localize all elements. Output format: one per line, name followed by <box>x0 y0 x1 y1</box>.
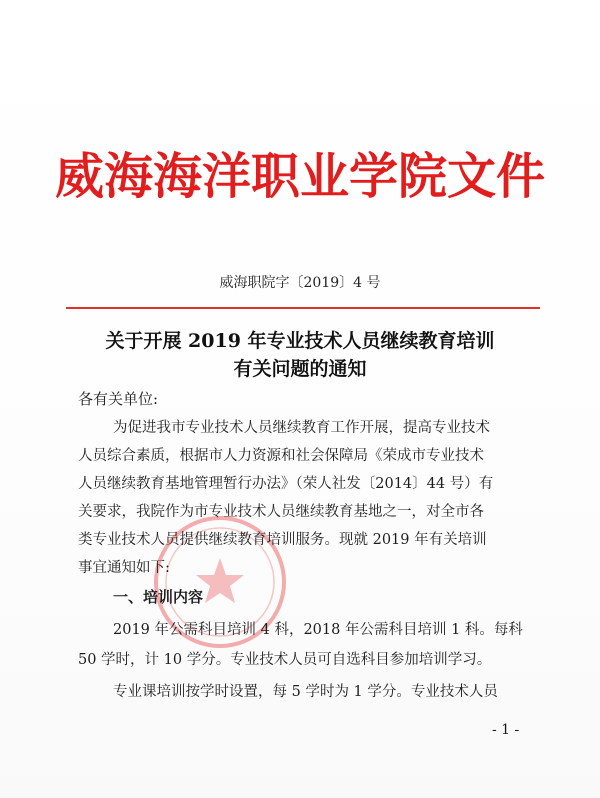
section-paragraph-line-3: 专业课培训按学时设置，每 5 学时为 1 学分。专业技术人员 <box>113 684 498 700</box>
notice-title-line-2: 有关问题的通知 <box>233 358 367 380</box>
document-number: 威海职院字〔2019〕4 号 <box>219 275 381 291</box>
section-paragraph-line-2: 50 学时，计 10 学分。专业技术人员可自选科目参加培训学习。 <box>78 652 492 668</box>
notice-title-line-1: 关于开展 2019 年专业技术人员继续教育培训 <box>105 330 495 352</box>
page-number: - 1 - <box>492 722 520 738</box>
body-paragraph-line-1: 为促进我市专业技术人员继续教育工作开展，提高专业技术 <box>113 420 490 436</box>
section-paragraph-line-1: 2019 年公需科目培训 4 科，2018 年公需科目培训 1 科。每科 <box>113 622 523 638</box>
red-divider-rule <box>66 307 540 309</box>
body-paragraph-line-5: 类专业技术人员提供继续教育培训服务。现就 2019 年有关培训 <box>78 532 487 548</box>
body-paragraph-line-3: 人员继续教育基地管理暂行办法》（荣人社发〔2014〕44 号）有 <box>78 476 494 492</box>
body-paragraph-line-2: 人员综合素质，根据市人力资源和社会保障局《荣成市专业技术 <box>78 448 484 464</box>
salutation: 各有关单位: <box>78 390 159 408</box>
body-paragraph-line-6: 事宜通知如下: <box>78 560 170 576</box>
document-header-title: 威海海洋职业学院文件 <box>54 147 545 205</box>
body-paragraph-line-4: 关要求，我院作为市专业技术人员继续教育基地之一，对全市各 <box>78 504 484 520</box>
section-heading-training-content: 一、培训内容 <box>113 588 204 606</box>
